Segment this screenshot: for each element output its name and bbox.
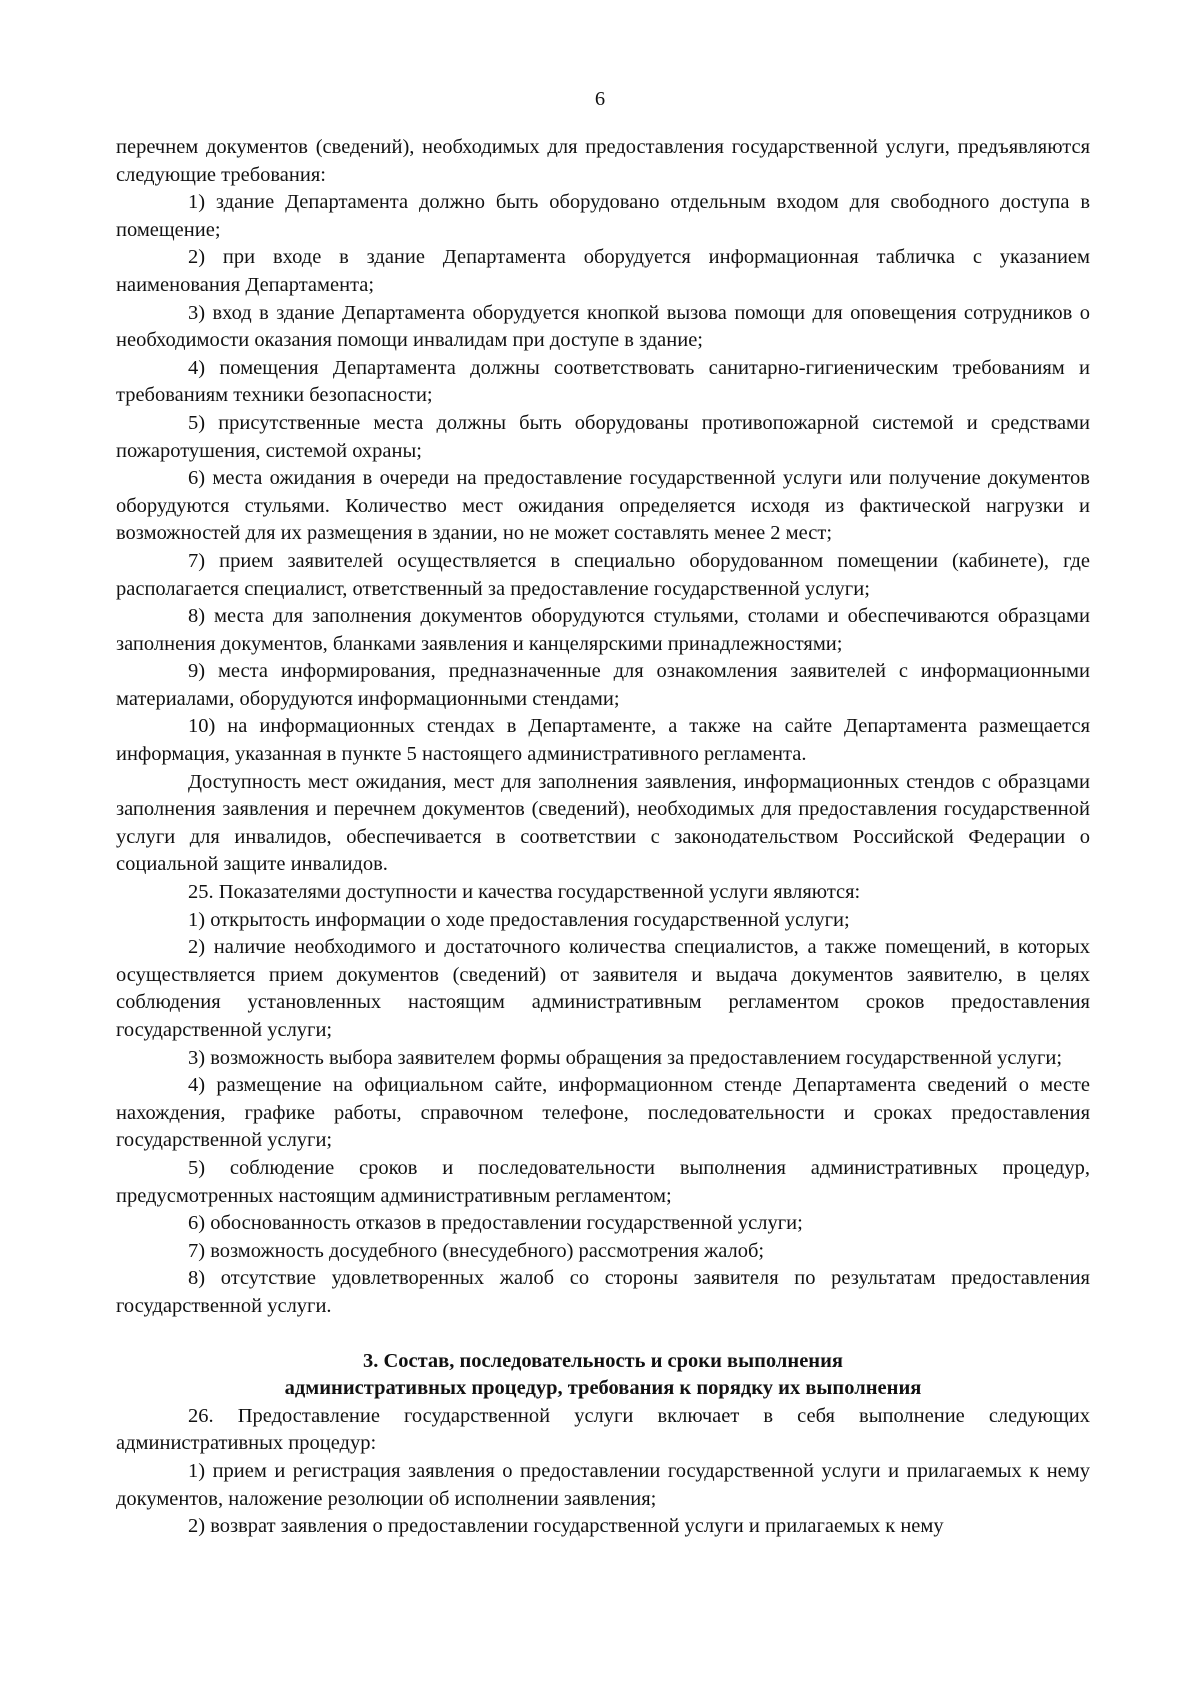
paragraph: 2) возврат заявления о предоставлении государственной услуги и прилагаемых к нему (188, 1515, 944, 1538)
paragraph: 6) обоснованность отказов в предоставлении государственной услуги; (188, 1212, 803, 1235)
paragraph: 8) отсутствие удовлетворенных жалоб со стороны заявителя по результатам предоставления государственной услуги. (116, 1267, 1090, 1317)
paragraph: Доступность мест ожидания, мест для заполнения заявления, информационных стендов с образцами заполнения заявления и перечнем документов (сведений), необходимых для предоставления государственной услуги для инвалидов, обеспечивается в соответствии с законодательством Российской Федерации о социальной защите инвалидов. (116, 770, 1090, 876)
paragraph: 1) открытость информации о ходе предоставления государственной услуги; (188, 908, 850, 931)
paragraph: 3) вход в здание Департамента оборудуется кнопкой вызова помощи для оповещения сотрудников о необходимости оказания помощи инвалидам при доступе в здание; (116, 301, 1090, 352)
paragraph: 4) размещение на официальном сайте, информационном стенде Департамента сведений о месте нахождения, графике работы, справочном телефоне, последовательности и сроках предоставления государственной услуги; (116, 1074, 1090, 1152)
paragraph: 8) места для заполнения документов оборудуются стульями, столами и обеспечиваются образцами заполнения документов, бланками заявления и канцелярскими принадлежностями; (116, 605, 1090, 655)
paragraph: перечнем документов (сведений), необходимых для предоставления государственной услуги, предъявляются следующие требования: (116, 136, 1090, 186)
paragraph: 26. Предоставление государственной услуги включает в себя выполнение следующих административных процедур: (116, 1404, 1090, 1455)
paragraph: 7) возможность досудебного (внесудебного) рассмотрения жалоб; (188, 1239, 765, 1262)
paragraph: 9) места информирования, предназначенные для ознакомления заявителей с информационными материалами, оборудуются информационными стендами; (116, 660, 1090, 710)
paragraph: 5) соблюдение сроков и последовательности выполнения административных процедур, предусмотренных настоящим административным регламентом; (116, 1156, 1090, 1207)
paragraph: 4) помещения Департамента должны соответствовать санитарно-гигиеническим требованиям и требованиям техники безопасности; (116, 356, 1090, 407)
paragraph: 5) присутственные места должны быть оборудованы противопожарной системой и средствами пожаротушения, системой охраны; (116, 411, 1090, 462)
paragraph: 1) здание Департамента должно быть оборудовано отдельным входом для свободного доступа в помещение; (116, 191, 1090, 241)
section-heading: 3. Состав, последовательность и сроки выполнения административных процедур, требования к порядку их выполнения (284, 1349, 922, 1400)
paragraph: 3) возможность выбора заявителем формы обращения за предоставлением государственной услуги; (188, 1046, 1063, 1069)
paragraph: 2) наличие необходимого и достаточного количества специалистов, а также помещений, в которых осуществляется прием документов (сведений) от заявителя и выдача документов заявителю, в целях соблюдения установленных настоящим административным регламентом сроков предоставления государственной услуги; (116, 936, 1090, 1041)
paragraph: 7) прием заявителей осуществляется в специально оборудованном помещении (кабинете), где располагается специалист, ответственный за предоставление государственной услуги; (116, 549, 1090, 600)
page-number: 6 (594, 88, 606, 110)
paragraph: 6) места ожидания в очереди на предоставление государственной услуги или получение документов оборудуются стульями. Количество мест ожидания определяется исходя из фактической нагрузки и возможностей для их размещения в здании, но не может составлять менее 2 мест; (116, 467, 1090, 545)
paragraph: 1) прием и регистрация заявления о предоставлении государственной услуги и прилагаемых к нему документов, наложение резолюции об исполнении заявления; (116, 1459, 1090, 1510)
paragraph: 25. Показателями доступности и качества государственной услуги являются: (188, 881, 861, 904)
paragraph: 2) при входе в здание Департамента оборудуется информационная табличка с указанием наименования Департамента; (116, 246, 1090, 296)
requirements-list (116, 134, 1090, 1321)
procedures-list (116, 1403, 1090, 1541)
document-body (116, 134, 1090, 1541)
paragraph: 10) на информационных стендах в Департаменте, а также на сайте Департамента размещается информация, указанная в пункте 5 настоящего административного регламента. (116, 715, 1090, 766)
